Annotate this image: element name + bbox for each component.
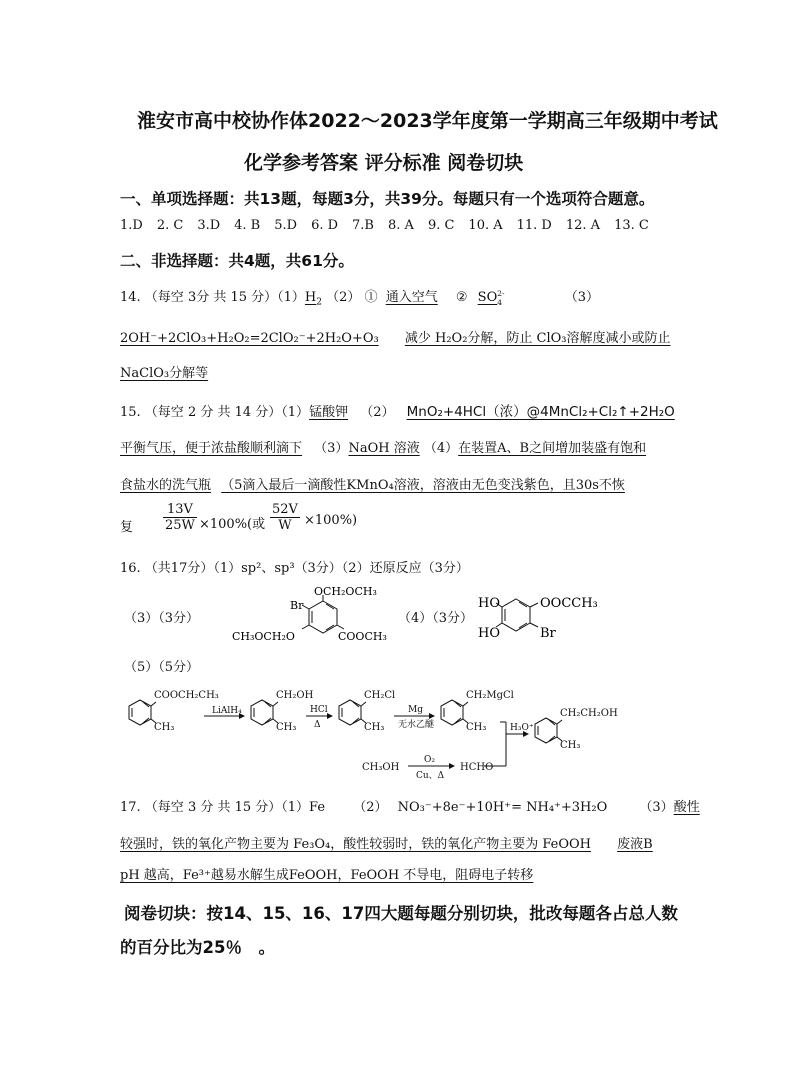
mcq-answer: 4. B — [234, 218, 261, 233]
mcq-answer: 7.B — [352, 218, 374, 233]
r3-label: Mg — [408, 705, 423, 715]
q14-intro: 14. （每空 3分 共 15 分）（1） — [120, 290, 305, 305]
q15-pct2: ×100%) — [304, 513, 358, 528]
q14-reason-cont: NaClO₃分解等 — [120, 366, 209, 381]
q14-circle1: ① — [364, 290, 378, 305]
s3-top: CH₂Cl — [364, 690, 396, 701]
q17-part2: （2） — [353, 800, 388, 815]
q15-fraction1: $\frac{13V}{25W}$ — [165, 502, 195, 533]
s1-ch3: CH₃ — [154, 722, 175, 733]
m4-ester-label: OOCCH₃ — [540, 596, 598, 611]
q15-answer4: 在装置A、B之间增加装盛有饱和 — [458, 441, 647, 456]
mcq-answer: 3.D — [197, 218, 221, 233]
s4-top: CH₂MgCl — [466, 690, 514, 701]
q15-answer3: NaOH 溶液 — [348, 441, 420, 456]
q16-synthesis-scheme — [118, 682, 678, 782]
q14-equation: 2OH⁻+2ClO₃+H₂O₂=2ClO₂⁻+2H₂O+O₃ — [120, 331, 379, 346]
q17-answer4: 废液B — [617, 837, 653, 852]
mcq-answer: 9. C — [427, 218, 455, 233]
mcq-answer-list — [120, 218, 663, 233]
section1-heading: 一、单项选择题：共13题，每题3分，共39分。每题只有一个选项符合题意。 — [120, 190, 655, 208]
q16-part5-label: （5）（5分） — [124, 660, 200, 675]
q15-line2 — [120, 437, 646, 456]
q15-part4: （4） — [423, 441, 459, 456]
hcho-label: HCHO — [460, 762, 494, 773]
q14-line3 — [120, 362, 208, 381]
mcq-answer: 2. C — [156, 218, 184, 233]
mcq-answer: 1.D — [120, 218, 143, 233]
q17-line3 — [120, 864, 533, 883]
q17-answer3-cont: 较强时，铁的氧化产物主要为 Fe₃O₄，酸性较弱时，铁的氧化产物主要为 FeOOH — [120, 837, 592, 852]
m4-ho-bottom: HO — [478, 626, 500, 641]
q15-answer2: 平衡气压，便于浓盐酸顺利滴下 — [120, 441, 303, 456]
q14-answer2: 通入空气 — [385, 290, 438, 305]
page-subtitle: 化学参考答案 评分标准 阅卷切块 — [244, 152, 524, 174]
mcq-answers — [120, 218, 663, 233]
q16-line1: 16. （共17分）（1）sp²、sp³（3分）（2）还原反应（3分） — [120, 561, 469, 576]
mcq-answer: 12. A — [565, 218, 601, 233]
q14-answer3: SO 2- 4 — [477, 288, 505, 307]
footer-line1: 阅卷切块：按14、15、16、17四大题每题分别切块，批改每题各占总人数 — [124, 904, 678, 923]
q17-intro: 17. （每空 3 分 共 15 分）（1）Fe — [120, 800, 326, 815]
mcq-answer: 10. A — [468, 218, 503, 233]
footer-line2: 的百分比为25％ 。 — [120, 938, 275, 957]
m3-left-label: CH₃OCH₂O — [232, 630, 295, 643]
q17-answer4-cont: pH 越高，Fe³⁺越易水解生成FeOOH，FeOOH 不导电，阻碍电子转移 — [120, 868, 534, 883]
q14-line2 — [120, 327, 671, 346]
q17-line1 — [120, 796, 700, 815]
q17-line2 — [120, 833, 653, 852]
mcq-answer: 6. D — [311, 218, 339, 233]
m4-br-label: Br — [540, 626, 556, 641]
s5-ch3: CH₃ — [560, 740, 581, 751]
r2-cond: Δ — [314, 720, 321, 730]
r2-label: HCl — [310, 705, 328, 715]
q17-equation: NO₃⁻+8e⁻+10H⁺= NH₄⁺+3H₂O — [397, 800, 608, 815]
mcq-answer: 11. D — [516, 218, 552, 233]
mcq-answer: 5.D — [274, 218, 298, 233]
r3-cond: 无水乙醚 — [398, 720, 435, 730]
q14-part2: （2） — [326, 290, 361, 305]
q16-part4-label: （4）（3分） — [398, 611, 474, 626]
m3-br-label: Br — [290, 599, 304, 612]
q16-molecule-3 — [228, 585, 398, 655]
q15-part3: （3） — [314, 441, 349, 456]
s4-ch3: CH₃ — [466, 722, 487, 733]
m3-top-label: OCH₂OCH₃ — [314, 585, 377, 598]
s5-top: CH₂CH₂OH — [560, 708, 618, 719]
q14-line1 — [120, 286, 599, 308]
s1-top: COOCH₂CH₃ — [154, 690, 219, 701]
mcq-answer: 8. A — [388, 218, 414, 233]
q15-line4-prefix: 复 — [120, 520, 134, 535]
q15-line3 — [120, 474, 625, 493]
q14-circle2: ② — [455, 290, 468, 305]
q14-part3: （3） — [564, 290, 599, 305]
m4-ho-top: HO — [478, 596, 500, 611]
s2-top: CH₂OH — [276, 690, 314, 701]
s3-ch3: CH₃ — [364, 722, 385, 733]
q15-answer1: 锰酸钾 — [309, 405, 349, 420]
q15-fraction2: $\frac{52V}{W}$ — [272, 502, 298, 533]
r5-cond: Cu、Δ — [416, 771, 445, 781]
q15-part2: （2） — [360, 405, 395, 420]
mcq-answer: 13. C — [614, 218, 649, 233]
r4-label: H₃O⁺ — [510, 723, 534, 733]
q17-part3: （3） — [639, 800, 674, 815]
q15-line1 — [120, 400, 675, 420]
r5-label: O₂ — [424, 755, 435, 765]
q16-part3-label: （3）（3分） — [124, 611, 200, 626]
meoh-label: CH₃OH — [362, 762, 400, 773]
page-title: 淮安市高中校协作体2022～2023学年度第一学期高三年级期中考试 — [137, 110, 718, 132]
s2-ch3: CH₃ — [276, 722, 297, 733]
r1-label: LiAlH₄ — [212, 706, 242, 716]
q17-answer3: 酸性 — [673, 800, 700, 815]
q14-reason: 减少 H₂O₂分解，防止 ClO₃溶解度减小或防止 — [404, 331, 671, 346]
section2-heading: 二、非选择题：共4题，共61分。 — [120, 252, 354, 270]
q15-answer5: （5滴入最后一滴酸性KMnO₄溶液，溶液由无色变浅紫色，且30s不恢 — [221, 478, 625, 493]
q15-intro: 15. （每空 2 分 共 14 分）（1） — [120, 405, 310, 420]
q15-answer4-cont: 食盐水的洗气瓶 — [120, 478, 212, 493]
q14-answer1: $H_2$ — [304, 290, 322, 308]
q15-equation: MnO₂+4HCl（浓）@4MnCl₂+Cl₂↑+2H₂O — [406, 404, 675, 420]
q16-molecule-4 — [476, 585, 626, 655]
m3-right-label: COOCH₃ — [338, 630, 387, 643]
q15-pct1: ×100%(或 — [199, 517, 266, 532]
